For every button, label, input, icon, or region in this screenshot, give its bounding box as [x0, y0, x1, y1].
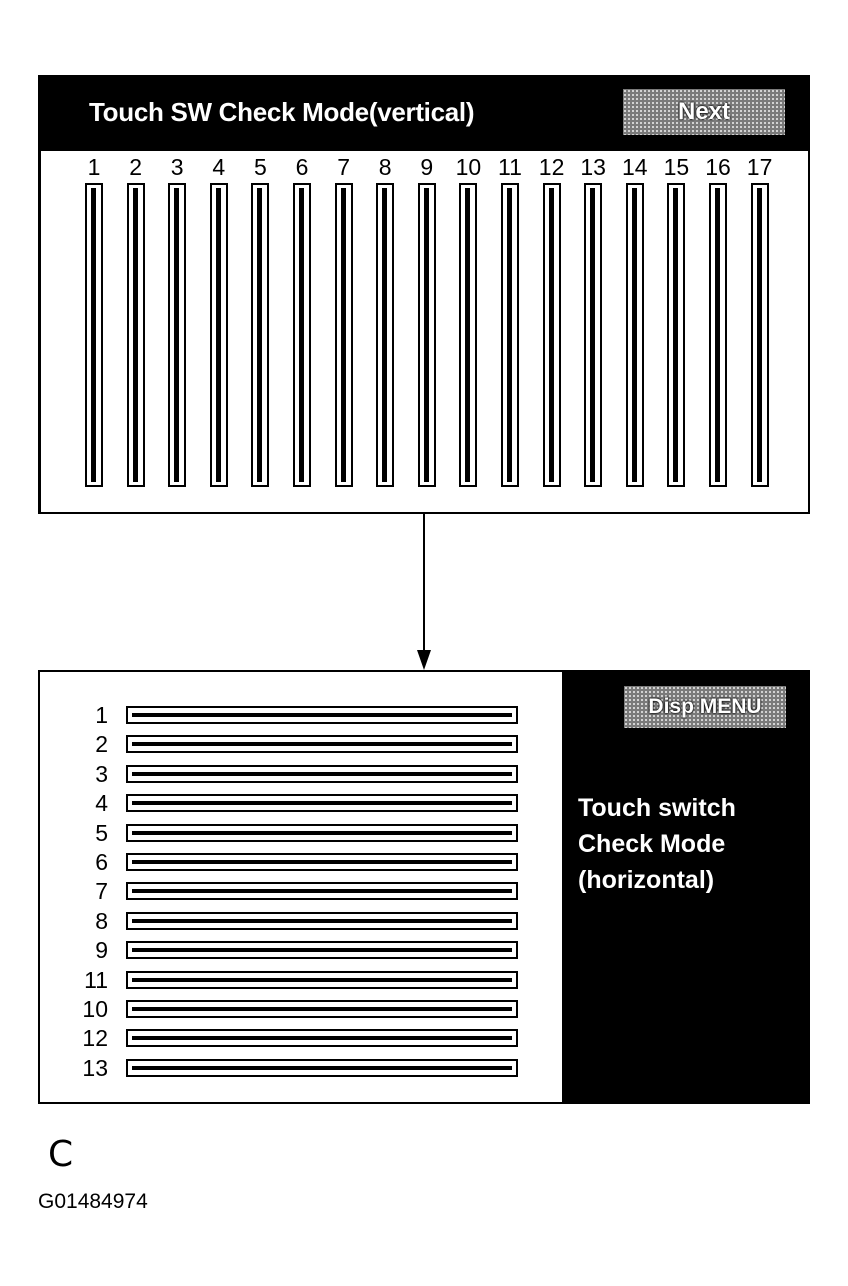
- vertical-touch-switch[interactable]: [210, 183, 228, 487]
- vertical-touch-switch[interactable]: [251, 183, 269, 487]
- horizontal-switch-number: 2: [95, 731, 108, 758]
- vertical-touch-switch[interactable]: [168, 183, 186, 487]
- horizontal-check-screen: [38, 670, 810, 1104]
- horizontal-touch-switch[interactable]: [126, 941, 518, 959]
- horizontal-switch-number: 6: [95, 849, 108, 875]
- vertical-screen-title: Touch SW Check Mode(vertical): [89, 97, 475, 127]
- horizontal-touch-switch[interactable]: [126, 882, 518, 900]
- horizontal-touch-switch[interactable]: [126, 794, 518, 812]
- vertical-touch-switch[interactable]: [501, 183, 519, 487]
- horizontal-touch-switch[interactable]: [126, 824, 518, 842]
- next-button[interactable]: Next: [623, 89, 785, 135]
- horizontal-touch-switch[interactable]: [126, 912, 518, 930]
- vertical-switch-number: 14: [622, 154, 648, 180]
- vertical-switch-number: 9: [420, 154, 434, 180]
- vertical-touch-switch[interactable]: [85, 183, 103, 487]
- horizontal-mode-label-line-1: Touch switch: [578, 794, 736, 822]
- horizontal-touch-switch[interactable]: [126, 765, 518, 783]
- transition-arrow: [410, 512, 438, 672]
- vertical-switch-number: 2: [129, 154, 142, 180]
- vertical-switch-number: 17: [746, 154, 773, 180]
- vertical-switch-number: 5: [253, 154, 267, 180]
- horizontal-switch-number: 3: [95, 760, 108, 787]
- vertical-touch-switch[interactable]: [335, 183, 353, 487]
- horizontal-switch-number: 5: [95, 819, 108, 846]
- horizontal-touch-switch[interactable]: [126, 1000, 518, 1018]
- horizontal-switch-number: 9: [95, 937, 108, 964]
- vertical-switch-number: 8: [378, 154, 392, 180]
- vertical-touch-switch[interactable]: [751, 183, 769, 487]
- horizontal-touch-switch[interactable]: [126, 971, 518, 989]
- vertical-switch-number: 7: [337, 154, 350, 180]
- vertical-touch-switch[interactable]: [127, 183, 145, 487]
- vertical-touch-switch[interactable]: [584, 183, 602, 487]
- vertical-switch-number: 1: [87, 154, 101, 180]
- horizontal-screen-sidebar: [562, 672, 808, 1102]
- vertical-touch-switch[interactable]: [418, 183, 436, 487]
- vertical-switch-number: 6: [295, 154, 309, 180]
- vertical-touch-switch[interactable]: [293, 183, 311, 487]
- vertical-switch-number: 11: [498, 154, 522, 180]
- horizontal-switch-number: 7: [95, 878, 108, 905]
- horizontal-switch-number: 10: [82, 996, 108, 1022]
- vertical-switch-number: 13: [580, 154, 606, 180]
- figure-id: G01484974: [38, 1190, 148, 1213]
- vertical-screen-header: [41, 75, 808, 151]
- horizontal-switch-number: 8: [95, 907, 108, 934]
- vertical-switch-number: 4: [212, 154, 226, 180]
- horizontal-touch-switch[interactable]: [126, 735, 518, 753]
- disp-menu-button[interactable]: Disp MENU: [624, 686, 786, 728]
- vertical-touch-switch[interactable]: [459, 183, 477, 487]
- vertical-switch-number: 10: [455, 154, 482, 180]
- horizontal-switch-number: 1: [95, 702, 108, 728]
- vertical-touch-switch[interactable]: [376, 183, 394, 487]
- vertical-touch-switch[interactable]: [709, 183, 727, 487]
- vertical-check-screen: [38, 75, 810, 514]
- horizontal-mode-label-line-2: Check Mode: [578, 830, 726, 858]
- vertical-switch-number: 3: [170, 154, 184, 180]
- vertical-touch-switch[interactable]: [667, 183, 685, 487]
- horizontal-touch-switch[interactable]: [126, 1029, 518, 1047]
- vertical-touch-switch[interactable]: [543, 183, 561, 487]
- horizontal-touch-switch[interactable]: [126, 853, 518, 871]
- vertical-touch-switch[interactable]: [626, 183, 644, 487]
- vertical-switch-number: 15: [663, 154, 690, 180]
- horizontal-touch-switch[interactable]: [126, 706, 518, 724]
- horizontal-mode-label-line-3: (horizontal): [578, 866, 715, 894]
- vertical-switch-number: 12: [538, 154, 565, 180]
- horizontal-switch-number: 12: [82, 1025, 108, 1052]
- horizontal-switch-number: 13: [82, 1054, 108, 1081]
- vertical-switch-number: 16: [705, 154, 731, 180]
- horizontal-switch-number: 4: [95, 790, 108, 817]
- horizontal-touch-switch[interactable]: [126, 1059, 518, 1077]
- figure-letter: C: [48, 1134, 74, 1175]
- horizontal-switch-number: 11: [84, 966, 108, 993]
